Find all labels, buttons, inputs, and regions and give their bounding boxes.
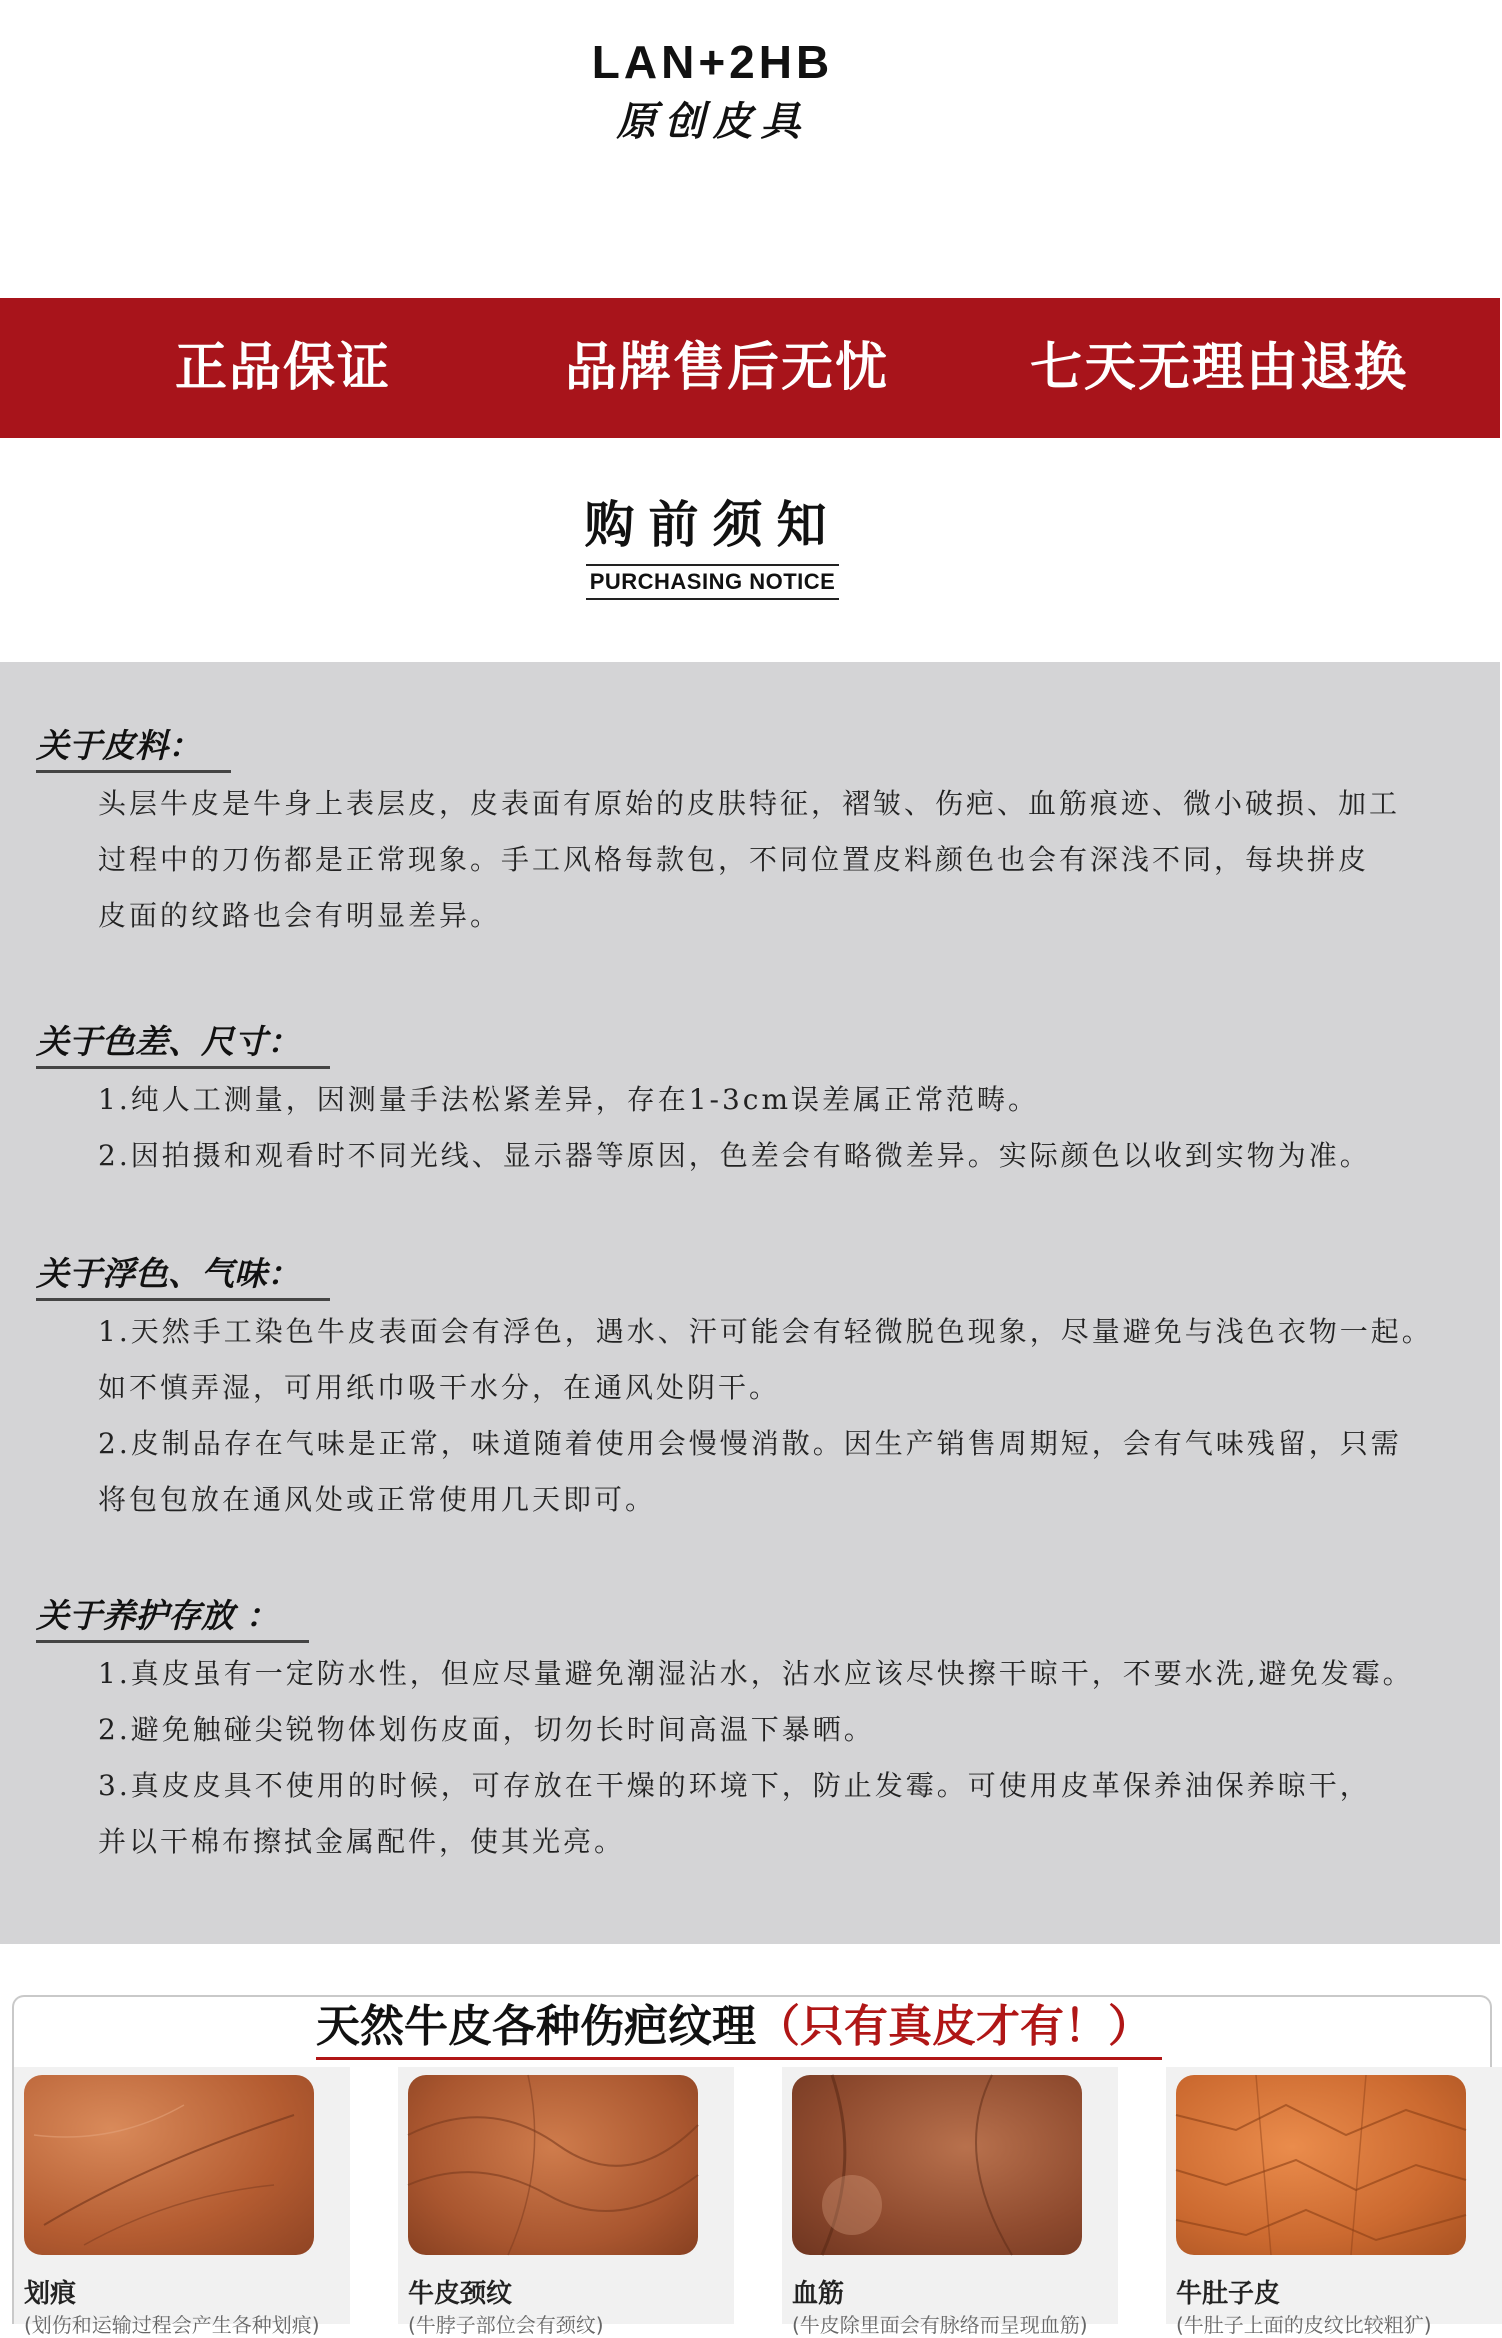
belly-texture-image [1176,2075,1466,2255]
section-heading-material: 关于皮料： [36,724,231,773]
texture-desc: (牛脖子部位会有颈纹) [408,2313,604,2337]
texture-label: 血筋 [792,2279,845,2309]
section-line: 头层牛皮是牛身上表层皮，皮表面有原始的皮肤特征，褶皱、伤疤、血筋痕迹、微小破损、加工 [98,787,1401,820]
texture-sample-vein [782,2067,1118,2337]
texture-label: 牛肚子皮 [1176,2279,1281,2309]
section-text-color-size [98,1072,1478,1184]
neck-wrinkles [408,2075,698,2255]
notice-title [0,490,1425,600]
texture-title-note: （只有真皮才有！） [756,2001,1152,2052]
section-text-care [98,1646,1478,1870]
section-line: 如不慎弄湿，可用纸巾吸干水分，在通风处阴干。 [98,1371,781,1404]
texture-desc: (牛肚子上面的皮纹比较粗犷) [1176,2313,1432,2337]
notice-title-cn: 购前须知 [584,495,841,554]
texture-sample-scratch [14,2067,350,2337]
section-line: 3.真皮皮具不使用的时候，可存放在干燥的环境下，防止发霉。可使用皮革保养油保养晾干， [98,1769,1371,1802]
texture-label: 牛皮颈纹 [408,2279,513,2309]
section-text-material [98,776,1478,944]
texture-sample-belly [1166,2067,1502,2337]
section-line: 过程中的刀伤都是正常现象。手工风格每款包，不同位置皮料颜色也会有深浅不同，每块拼皮 [98,843,1370,876]
banner-item-authentic: 正品保证 [175,338,392,398]
section-line: 1.真皮虽有一定防水性，但应尽量避免潮湿沾水，沾水应该尽快擦干晾干，不要水洗,避免发霉。 [98,1657,1414,1690]
texture-desc: (划伤和运输过程会产生各种划痕) [24,2313,320,2337]
scratch-texture-image [24,2075,314,2255]
texture-label: 划痕 [24,2279,77,2309]
notice-title-en: PURCHASING NOTICE [586,564,840,600]
section-line: 1.天然手工染色牛皮表面会有浮色，遇水、汗可能会有轻微脱色现象，尽量避免与浅色衣物一起。 [98,1315,1433,1348]
section-line: 将包包放在通风处或正常使用几天即可。 [98,1483,657,1516]
section-line: 2.因拍摄和观看时不同光线、显示器等原因，色差会有略微差异。实际颜色以收到实物为准。 [98,1139,1371,1172]
section-line: 皮面的纹路也会有明显差异。 [98,899,502,932]
vein-marks [792,2075,1082,2255]
section-line: 2.皮制品存在气味是正常，味道随着使用会慢慢消散。因生产销售周期短，会有气味残留，只需 [98,1427,1402,1460]
texture-panel-title [316,1997,1162,2060]
section-line: 并以干棉布擦拭金属配件，使其光亮。 [98,1825,626,1858]
banner-item-return: 七天无理由退换 [1030,338,1409,398]
section-line: 2.避免触碰尖锐物体划伤皮面，切勿长时间高温下暴晒。 [98,1713,875,1746]
section-heading-odor: 关于浮色、气味： [36,1252,330,1301]
brand-subtitle: 原创皮具 [616,98,809,145]
banner-item-aftersales: 品牌售后无忧 [565,338,890,398]
section-line: 1.纯人工测量，因测量手法松紧差异，存在1-3cm误差属正常范畴。 [98,1083,1040,1116]
belly-grain [1176,2075,1466,2255]
notice-panel [0,662,1500,1944]
scratch-marks [24,2075,314,2255]
brand-name: LAN+2HB [591,36,834,88]
section-text-odor [98,1304,1478,1528]
brand-logo [0,30,1425,150]
texture-desc: (牛皮除里面会有脉络而呈现血筋) [792,2313,1088,2337]
leather-texture-panel [12,1995,1492,2337]
vein-texture-image [792,2075,1082,2255]
texture-title-main: 天然牛皮各种伤疤纹理 [316,2001,756,2052]
texture-sample-neck [398,2067,734,2337]
section-heading-color-size: 关于色差、尺寸： [36,1020,330,1069]
section-heading-care: 关于养护存放 ： [36,1594,309,1643]
guarantee-banner [0,298,1500,438]
neck-texture-image [408,2075,698,2255]
